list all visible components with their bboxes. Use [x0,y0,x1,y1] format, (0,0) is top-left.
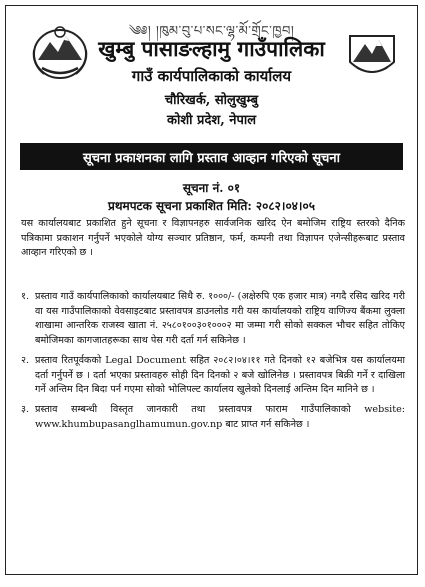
list-item [21,290,405,349]
office-title: गाउँ कार्यपालिकाको कार्यालय [131,67,292,85]
item-number: ३. [21,403,30,415]
item-number: १. [21,291,30,302]
notice-title: सूचना प्रकाशनका लागि प्रस्ताव आव्हान गरिएको सूचना [83,150,340,166]
municipality-name: खुम्बु पासाङल्हामु गाउँपालिका [98,37,325,61]
notice-items [21,290,405,437]
item-number: २. [21,354,30,366]
item-text: प्रस्ताव सम्बन्धी विस्तृत जानकारी तथा प्रस्तावपत्र फाराम गाउँपालिकाको website: www.khumbupasanglhamumun.gov.np बाट प्राप्त गर्न सकिनेछ । [35,403,405,430]
item-text: प्रस्ताव गाउँ कार्यपालिकाको कार्यालयबाट सिधै रु. १०००/- (अक्षेरुपि एक हजार मात्र) नगदै रसिद खरिद गरी वा यस गाउँपालिकाको वेवसाइटबाट प्रस्तावपत्र डाउनलोड गरी यस कार्यालयको राष्ट्रिय वाणिज्य बैंकमा लुक्ला शाखामा आन्तरिक राजस्व खाता नं. २५८०१००३०१०००२ मा जम्मा गरी सोको सक्कल भौचर सहित तोकिए बमोजिमका कागजातहरूका साथ पेस गरी दर्ता गर्न सकिनेछ । [35,291,405,347]
address-line-1: चौरिखर्क, सोलुखुम्बु [164,93,259,108]
address-line-2: कोशी प्रदेश, नेपाल [166,113,257,128]
publish-date: प्रथमपटक सूचना प्रकाशित मिति: २०८२।०४।०५ [108,199,315,213]
notice-number: सूचना नं. ०१ [182,181,241,195]
tibetan-header: ༄༅། །ཁུམ་བུ་པ་སང་ལྷ་མོ་གྲོང་ཁྱབ། [128,24,295,39]
list-item [21,403,405,432]
notice-page [5,5,418,575]
item-text: प्रस्ताव रितपूर्वकको Legal Document सहित २०८२।०४।११ गते दिनको १२ बजेभित्र यस कार्यालयमा दर्ता गर्नुपर्ने छ । दर्ता भएका प्रस्तावहरु सोही दिन दिनको २ बजे खोलिनेछ । प्रस्तावपत्र बिक्री गर्ने र दाखिला गर्ने अन्तिम दिन बिदा पर्न गएमा सोको भोलिपल्ट कार्यालय खुलेको दिनलाई अन्तिम दिन मानिने छ । [35,354,405,396]
intro-paragraph: यस कार्यालयबाट प्रकाशित हुने सूचना र विज्ञापनहरु सार्वजनिक खरिद ऐन बमोजिम राष्ट्रिय स्तरको दैनिक पत्रिकामा प्रकाशन गर्नुपर्ने भएकोले योग्य सञ्चार प्रतिष्ठान, फर्म, कम्पनी तथा विज्ञापन एजेन्सीहरूबाट प्रस्ताव आव्हान गरिएको छ । [21,218,405,259]
notice-title-banner [20,143,403,170]
list-item [21,354,405,398]
